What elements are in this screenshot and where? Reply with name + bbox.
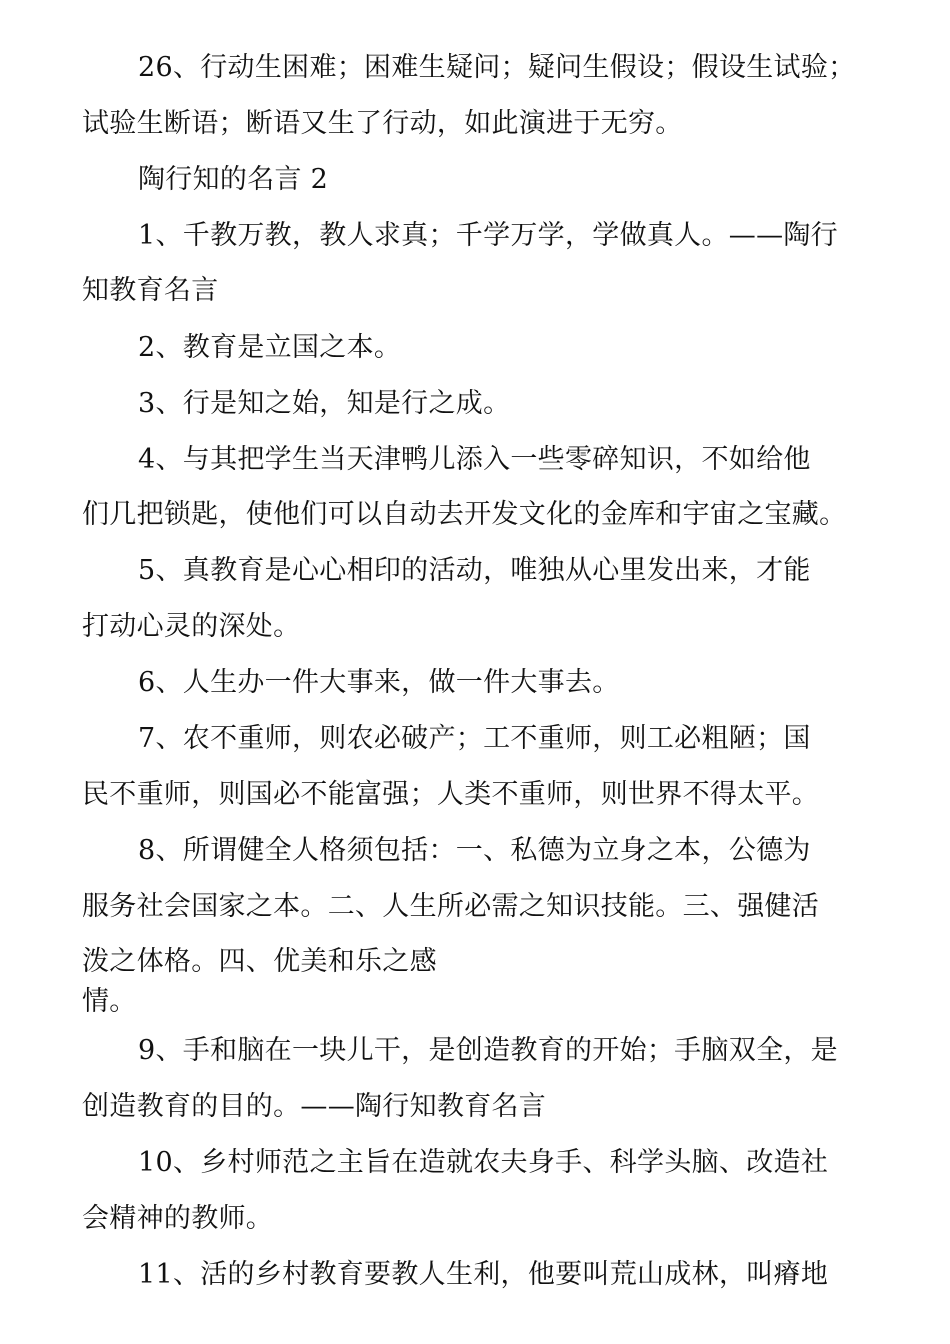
text-line: 7、农不重师，则农必破产；工不重师，则工必粗陋；国 — [138, 723, 811, 754]
text-line: 11、活的乡村教育要教人生利，他要叫荒山成林，叫瘠地 — [138, 1259, 829, 1290]
text-line: 26、行动生困难；困难生疑问；疑问生假设；假设生试验； — [138, 52, 856, 83]
text-line: 情。 — [82, 986, 137, 1017]
text-line: 打动心灵的深处。 — [82, 611, 301, 642]
text-line: 10、乡村师范之主旨在造就农夫身手、科学头脑、改造社 — [138, 1147, 829, 1178]
text-line: 5、真教育是心心相印的活动，唯独从心里发出来，才能 — [138, 555, 811, 586]
text-line: 1、千教万教，教人求真；千学万学，学做真人。——陶行 — [138, 220, 838, 251]
text-line: 们几把锁匙，使他们可以自动去开发文化的金库和宇宙之宝藏。 — [82, 499, 847, 530]
text-line: 试验生断语；断语又生了行动，如此演进于无穷。 — [82, 108, 683, 139]
text-line: 9、手和脑在一块儿干，是创造教育的开始；手脑双全，是 — [138, 1035, 838, 1066]
text-line: 会精神的教师。 — [82, 1203, 274, 1234]
text-line: 创造教育的目的。——陶行知教育名言 — [82, 1091, 547, 1122]
text-line: 8、所谓健全人格须包括：一、私德为立身之本，公德为 — [138, 835, 811, 866]
text-line: 3、行是知之始，知是行之成。 — [138, 388, 511, 419]
text-line: 泼之体格。四、优美和乐之感 — [82, 946, 437, 977]
text-line: 民不重师，则国必不能富强；人类不重师，则世界不得太平。 — [82, 779, 820, 810]
text-line: 2、教育是立国之本。 — [138, 332, 402, 363]
text-line: 6、人生办一件大事来，做一件大事去。 — [138, 667, 620, 698]
text-line: 知教育名言 — [82, 275, 219, 306]
text-line: 服务社会国家之本。二、人生所必需之知识技能。三、强健活 — [82, 891, 820, 922]
section-heading: 陶行知的名言 2 — [138, 164, 329, 195]
text-line: 4、与其把学生当天津鸭儿添入一些零碎知识，不如给他 — [138, 444, 811, 475]
